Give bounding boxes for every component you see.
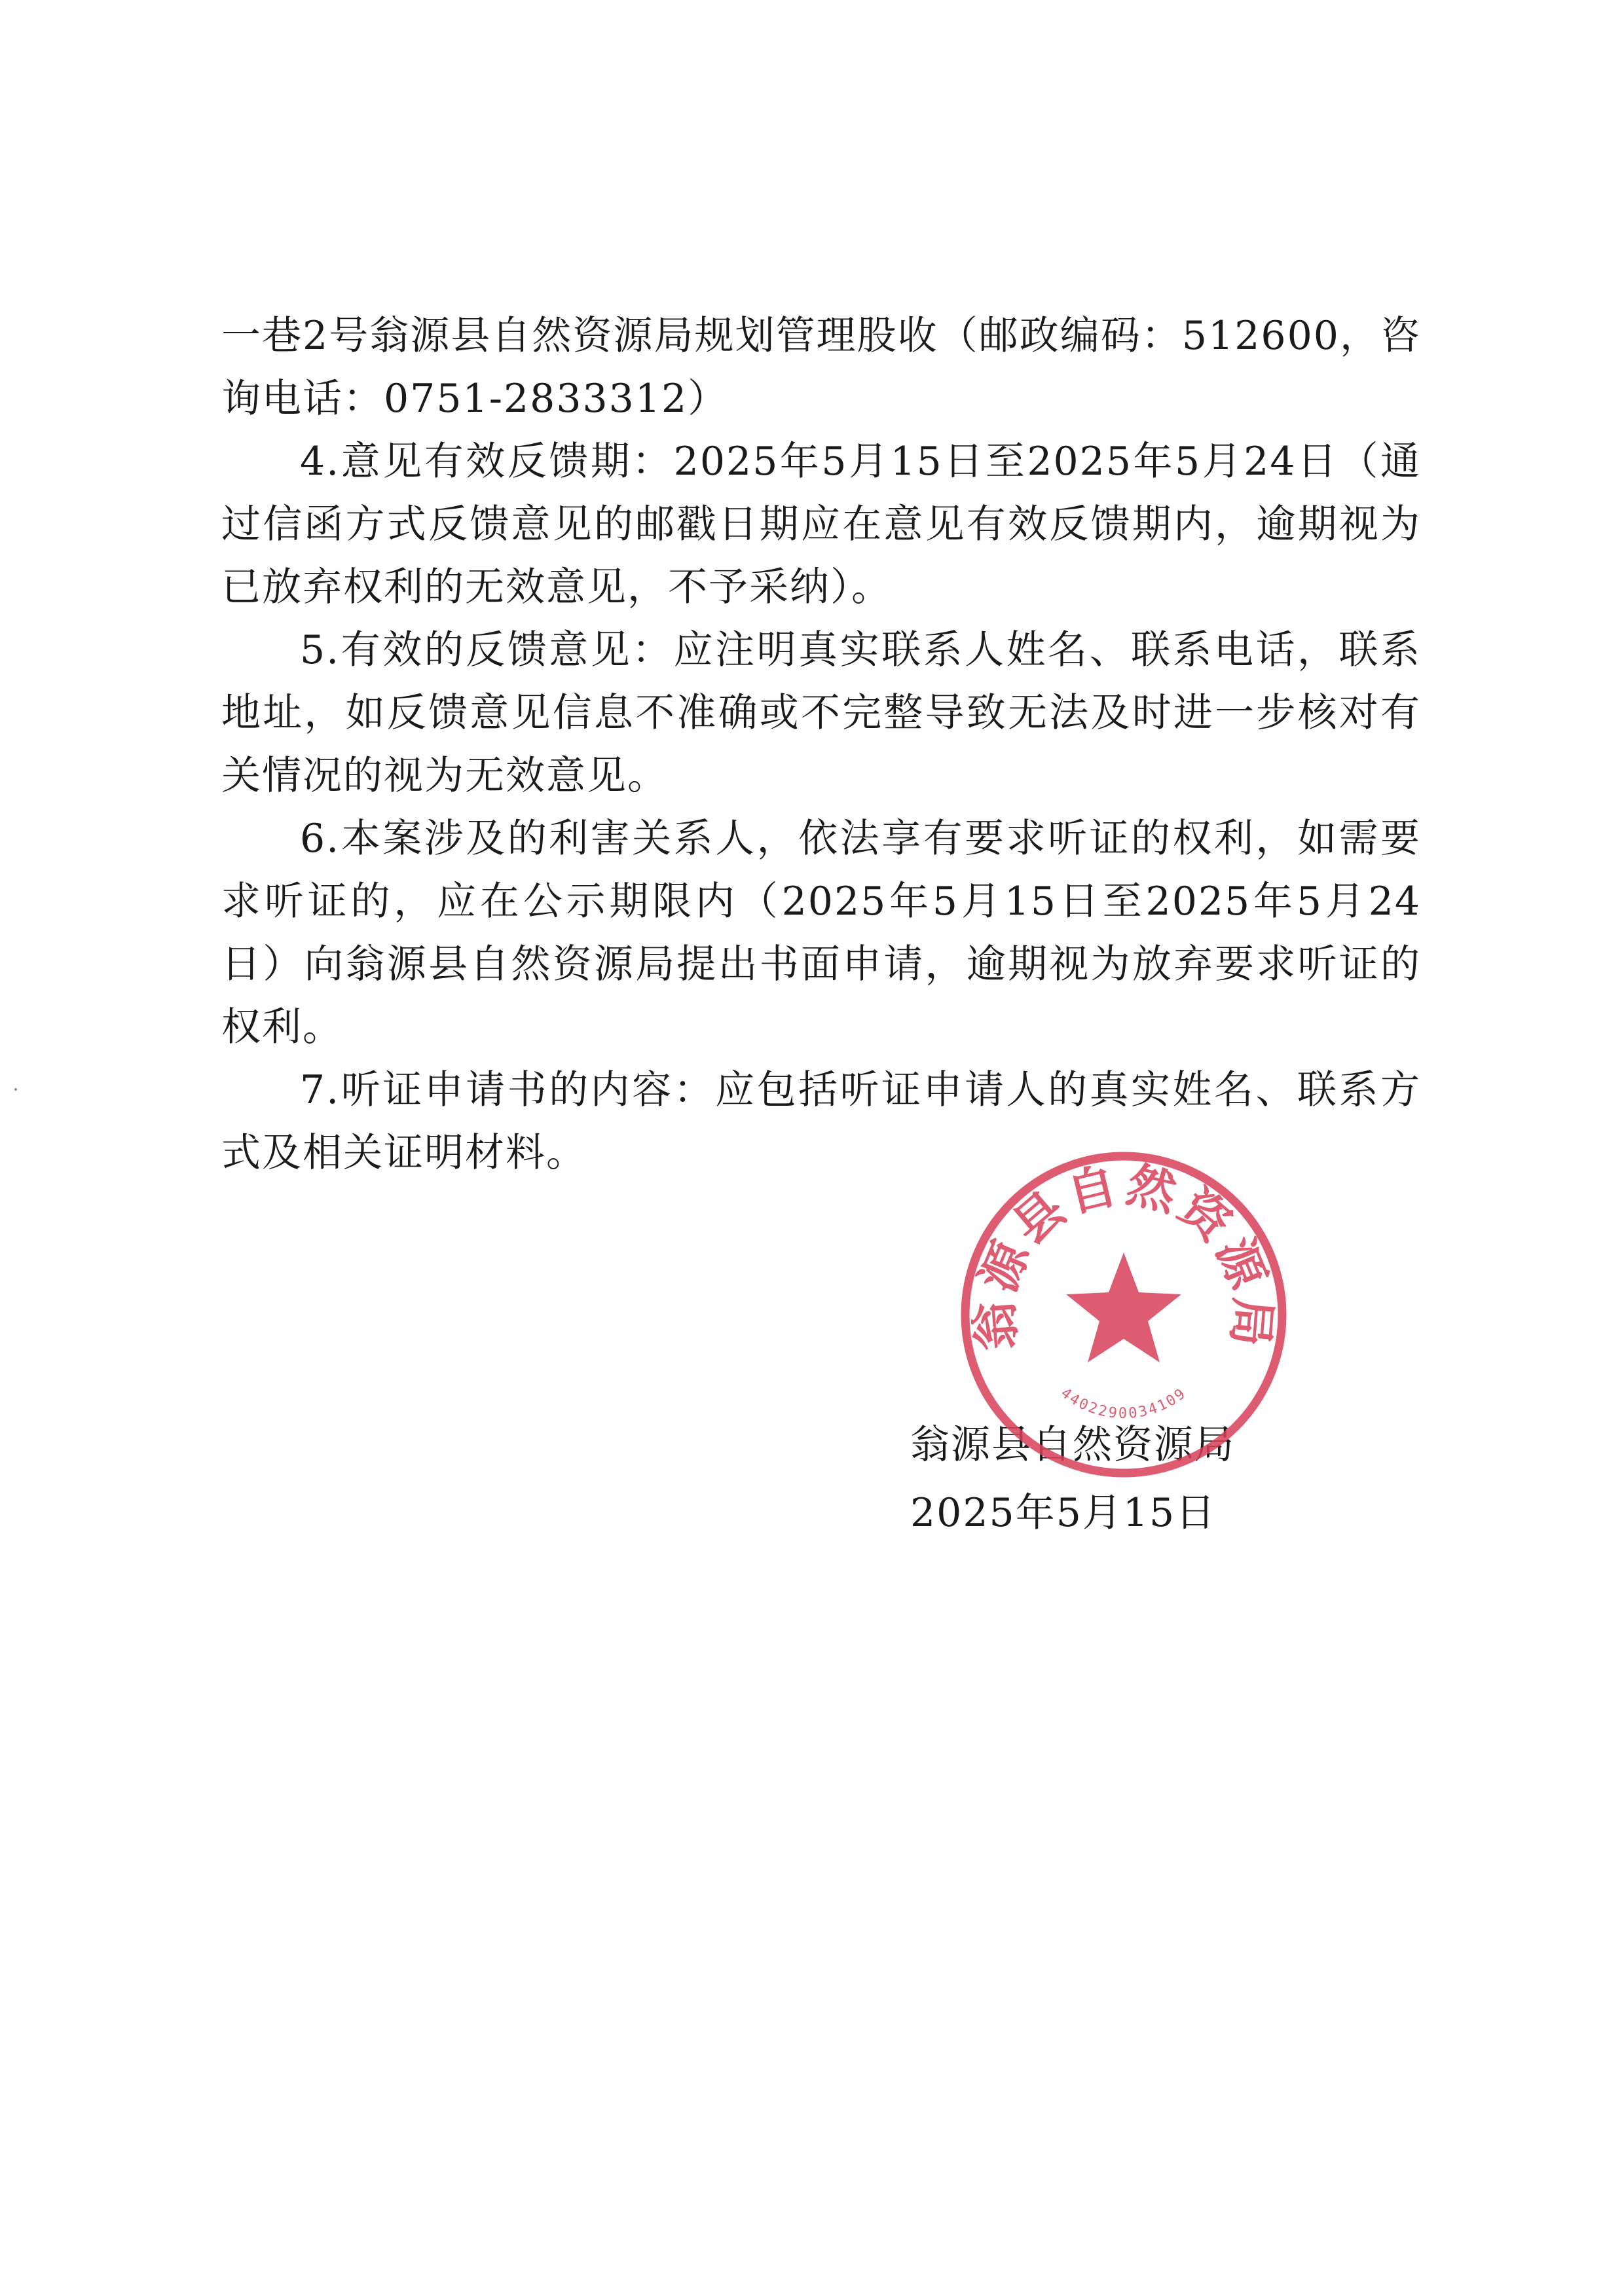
document-body [221,304,1421,1184]
signature-organization: 翁源县自然资源局 [910,1422,1235,1468]
paragraph-address-continuation: 一巷2号翁源县自然资源局规划管理股收（邮政编码：512600，咨询电话：0751-2833312） [221,313,1421,422]
paragraph-valid-feedback: 5.有效的反馈意见：应注明真实联系人姓名、联系电话，联系地址，如反馈意见信息不准确或不完整导致无法及时进一步核对有关情况的视为无效意见。 [221,627,1421,799]
scan-speck [14,1088,17,1091]
seal-code: 4402290034109 [1058,1385,1190,1423]
svg-text:4402290034109 [1058,1385,1190,1422]
star-icon [1066,1252,1181,1362]
paragraph-feedback-period: 4.意见有效反馈期：2025年5月15日至2025年5月24日（通过信函方式反馈意见的邮戳日期应在意见有效反馈期内，逾期视为已放弃权利的无效意见，不予采纳）。 [221,439,1421,610]
official-seal [953,1144,1294,1485]
seal-text: 翁源县自然资源局 [966,1156,1282,1353]
paragraph-hearing-rights: 6.本案涉及的利害关系人，依法享有要求听证的权利，如需要求听证的，应在公示期限内（2025年5月15日至2025年5月24日）向翁源县自然资源局提出书面申请，逾期视为放弃要求听证的权利。 [221,816,1421,1050]
paragraph-hearing-application: 7.听证申请书的内容：应包括听证申请人的真实姓名、联系方式及相关证明材料。 [221,1067,1421,1176]
signature-date: 2025年5月15日 [910,1490,1217,1536]
